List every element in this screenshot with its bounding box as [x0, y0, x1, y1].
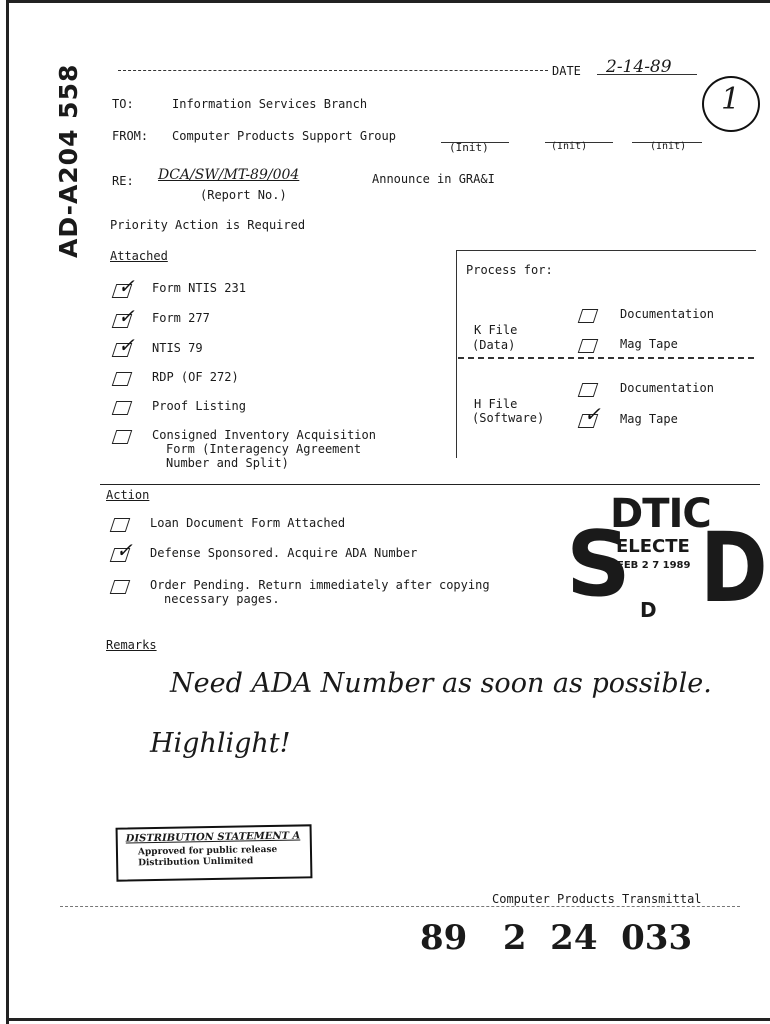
attached-item-label: Form 277 — [152, 311, 210, 325]
distribution-statement-box — [116, 824, 313, 881]
checkmark-icon: ✓ — [116, 538, 133, 562]
attached-item-label: Proof Listing — [152, 399, 246, 413]
accession-code: AD-A204 558 — [54, 63, 83, 258]
h-documentation-label: Documentation — [620, 381, 714, 395]
section-divider — [100, 484, 760, 485]
announce-text: Announce in GRA&I — [372, 172, 495, 186]
checkmark-icon: ✓ — [118, 304, 135, 328]
attached-item-label: RDP (OF 272) — [152, 370, 239, 384]
action-heading: Action — [106, 488, 150, 502]
init-label-2: (Init) — [551, 141, 588, 152]
distribution-line-1: Approved for public release — [137, 844, 278, 858]
footer-line — [60, 906, 740, 907]
checkbox-order-pending[interactable] — [110, 580, 131, 594]
attached-item-label: Form NTIS 231 — [152, 281, 246, 295]
from-value: Computer Products Support Group — [172, 129, 396, 143]
checkbox-proof-listing[interactable] — [112, 401, 133, 415]
h-file-label: H File — [474, 397, 518, 411]
process-box-left — [456, 250, 457, 458]
k-documentation-label: Documentation — [620, 307, 714, 321]
page-bottom-edge — [6, 1018, 770, 1021]
attached-heading: Attached — [110, 249, 168, 263]
report-no-label: (Report No.) — [200, 188, 287, 202]
distribution-title: DISTRIBUTION STATEMENT A — [125, 830, 301, 845]
k-mag-tape-label: Mag Tape — [620, 337, 678, 351]
checkmark-icon: ✓ — [584, 402, 601, 426]
re-label: RE: — [112, 174, 134, 188]
transmittal-label: Computer Products Transmittal — [492, 892, 702, 906]
checkbox-k-mag-tape[interactable] — [578, 339, 599, 353]
report-number: DCA/SW/MT-89/004 — [158, 167, 300, 183]
electe-label: ELECTE — [616, 536, 690, 557]
checkbox-consigned-inventory[interactable] — [112, 430, 133, 444]
distribution-line-2: Distribution Unlimited — [138, 856, 254, 869]
remarks-line-1: Need ADA Number as soon as possible. — [170, 668, 712, 699]
k-file-sub: (Data) — [472, 338, 516, 352]
checkbox-loan-document[interactable] — [110, 518, 131, 532]
checkbox-h-documentation[interactable] — [578, 383, 599, 397]
order-line-2: necessary pages. — [164, 592, 280, 606]
page-top-edge — [6, 0, 770, 3]
dtic-label: DTIC — [610, 491, 711, 537]
remarks-line-2: Highlight! — [150, 728, 291, 759]
checkmark-icon: ✓ — [118, 333, 135, 357]
process-divider — [458, 357, 754, 359]
action-item-label: Loan Document Form Attached — [150, 516, 346, 530]
checkmark-icon: ✓ — [118, 274, 135, 298]
date-label: DATE — [552, 64, 581, 78]
checkbox-rdp[interactable] — [112, 372, 133, 386]
init-label-1: (Init) — [449, 141, 489, 154]
date-underline — [597, 74, 697, 75]
date-value: 2-14-89 — [606, 57, 672, 77]
process-box-top — [456, 250, 756, 251]
action-item-label: Order Pending. Return immediately after copying — [150, 578, 490, 592]
stamp-s: S — [566, 512, 631, 617]
consigned-line-3: Number and Split) — [166, 456, 289, 470]
to-value: Information Services Branch — [172, 97, 368, 111]
init-label-3: (Init) — [650, 141, 687, 152]
from-label: FROM: — [112, 129, 149, 143]
attached-item-label: NTIS 79 — [152, 341, 203, 355]
h-file-sub: (Software) — [472, 411, 545, 425]
page-left-edge — [6, 0, 9, 1024]
remarks-heading: Remarks — [106, 638, 157, 652]
process-heading: Process for: — [466, 263, 553, 277]
k-file-label: K File — [474, 323, 518, 337]
corner-number: 1 — [721, 82, 741, 117]
to-label: TO: — [112, 97, 134, 111]
document-number: 89 2 24 033 — [420, 918, 693, 958]
attached-item-label: Consigned Inventory Acquisition — [152, 428, 376, 442]
stamp-date: FEB 2 7 1989 — [617, 560, 691, 571]
consigned-line-2: Form (Interagency Agreement — [166, 442, 362, 456]
action-item-label: Defense Sponsored. Acquire ADA Number — [150, 546, 418, 560]
checkbox-k-documentation[interactable] — [578, 309, 599, 323]
h-mag-tape-label: Mag Tape — [620, 412, 678, 426]
priority-text: Priority Action is Required — [110, 218, 306, 232]
stamp-d: D — [700, 512, 768, 624]
stamp-small-d: D — [640, 598, 657, 622]
header-dash-line — [118, 70, 548, 71]
